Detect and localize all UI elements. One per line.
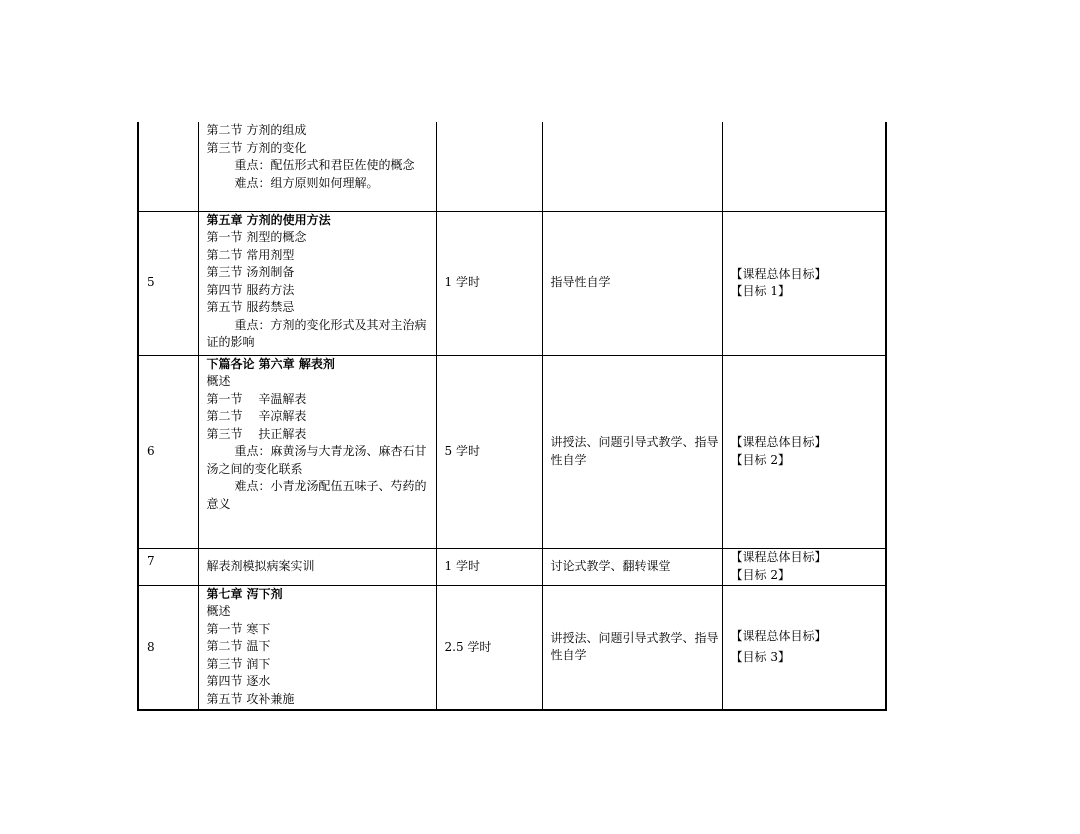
content-line: 第三节 润下 [206,656,271,671]
content-line: 第五节 服药禁忌 [206,300,295,314]
table-row [138,355,886,548]
hours-cell [436,122,542,211]
hours-cell: 5 学时 [436,355,542,548]
goals-cell [722,548,886,585]
content-cell: 解表剂模拟病案实训 [198,548,436,585]
goal-line: 【课程总体目标】 [730,628,827,643]
row-number-cell [138,122,198,211]
content-line: 第五节 攻补兼施 [206,691,295,706]
key-point-line: 重点：配伍形式和君臣佐使的概念 [234,158,415,172]
row-number-cell: 5 [138,211,198,355]
content-line: 第四节 逐水 [206,674,271,688]
content-line: 第三节 汤剂制备 [206,265,295,279]
method-cell [542,122,722,211]
goals-cell [722,355,886,548]
syllabus-table-page [137,122,885,711]
row-number-cell: 7 [138,548,198,585]
content-cell [198,122,436,211]
table-row [138,211,886,355]
syllabus-table [137,122,887,711]
content-line: 概述 [206,374,231,388]
key-point-line: 重点：麻黄汤与大青龙汤、麻杏石甘汤之间的变化联系 [206,444,427,476]
content-line: 第二节 温下 [206,639,271,653]
method-cell: 讲授法、问题引导式教学、指导性自学 [542,355,722,548]
content-line: 概述 [206,604,231,618]
content-line: 第四节 服药方法 [206,282,295,297]
chapter-title: 第七章 泻下剂 [206,586,283,601]
goal-line: 【课程总体目标】 [730,435,827,449]
hours-cell: 1 学时 [436,548,542,585]
difficulty-line: 难点：小青龙汤配伍五味子、芍药的意义 [206,479,427,511]
content-cell [198,355,436,548]
content-line: 第一节 寒下 [206,621,271,636]
goal-line: 【课程总体目标】 [730,550,827,564]
goal-line: 【目标 1】 [730,284,790,298]
goals-cell [722,122,886,211]
table-row [138,548,886,585]
key-point-line: 重点：方剂的变化形式及其对主治病证的影响 [206,317,427,349]
chapter-title: 第五章 方剂的使用方法 [206,212,331,227]
content-cell [198,211,436,355]
row-number-cell: 8 [138,585,198,710]
content-line: 第二节 常用剂型 [206,247,295,262]
goal-line: 【目标 3】 [730,650,790,665]
goals-cell [722,211,886,355]
difficulty-line: 难点：组方原则如何理解。 [234,175,379,190]
hours-cell: 2.5 学时 [436,585,542,710]
hours-cell: 1 学时 [436,211,542,355]
content-line: 第三节 扶正解表 [206,426,307,441]
goals-cell [722,585,886,710]
content-line: 第二节 辛凉解表 [206,409,307,423]
goal-line: 【目标 2】 [730,452,790,467]
method-cell: 讲授法、问题引导式教学、指导性自学 [542,585,722,710]
chapter-title: 下篇各论 第六章 解表剂 [206,356,335,371]
content-line: 第一节 辛温解表 [206,391,307,406]
method-cell: 指导性自学 [542,211,722,355]
row-number-cell: 6 [138,355,198,548]
method-cell: 讨论式教学、翻转课堂 [542,548,722,585]
goal-line: 【目标 2】 [730,567,790,582]
content-line: 第三节 方剂的变化 [206,140,307,155]
content-cell [198,585,436,710]
table-row [138,585,886,710]
table-row [138,122,886,211]
goal-line: 【课程总体目标】 [730,266,827,281]
content-line: 第二节 方剂的组成 [206,123,307,137]
content-line: 第一节 剂型的概念 [206,230,307,244]
